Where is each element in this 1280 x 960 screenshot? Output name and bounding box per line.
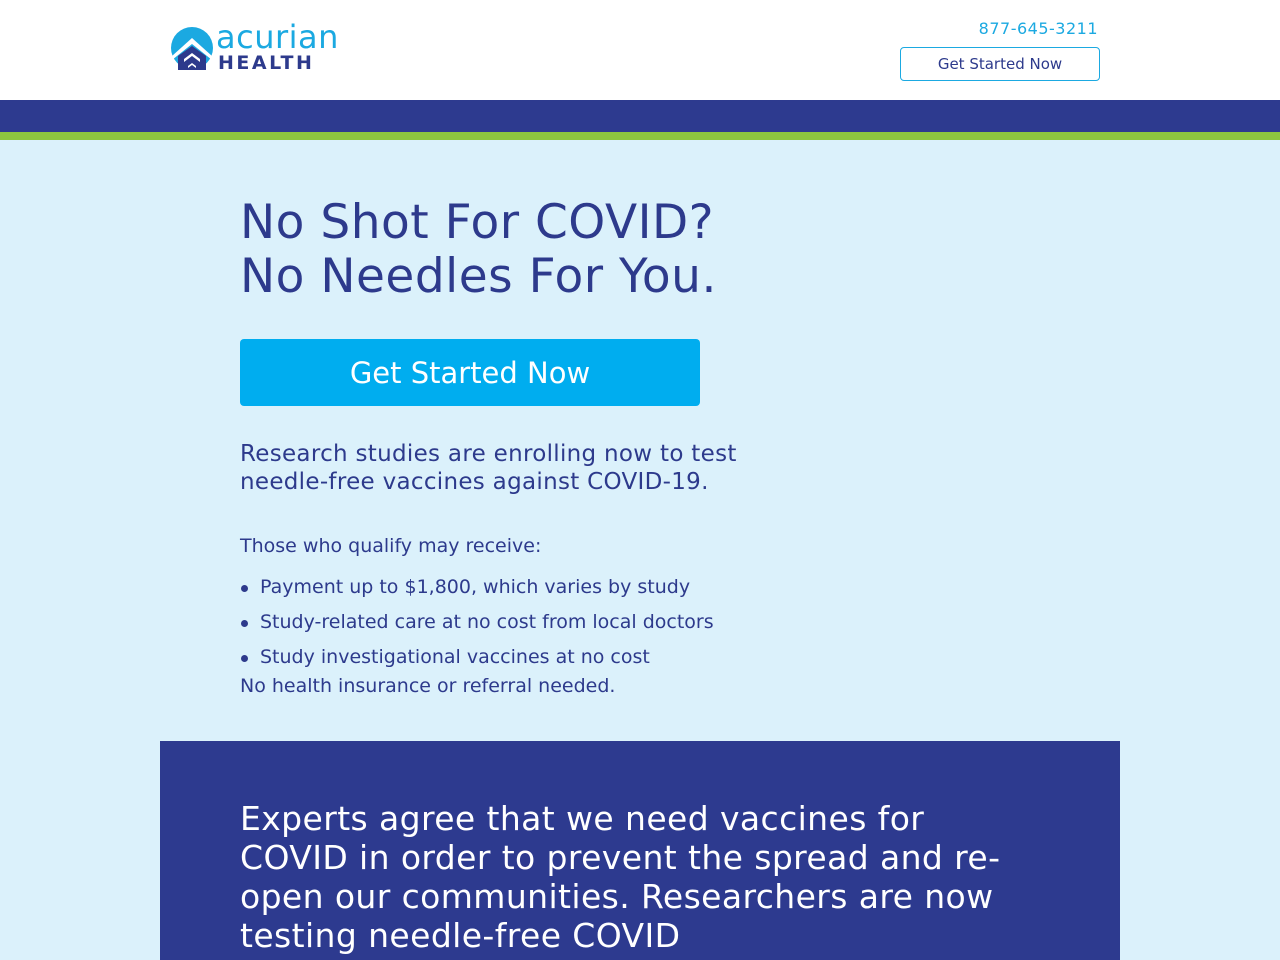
- hero-get-started-button[interactable]: Get Started Now: [240, 339, 700, 406]
- list-item: Payment up to $1,800, which varies by study: [240, 570, 714, 605]
- nav-bar-blue: [0, 100, 1280, 132]
- hero-intro-text: Research studies are enrolling now to test needle-free vaccines against COVID-19.: [240, 441, 737, 495]
- logo-health-text: HEALTH: [218, 52, 315, 74]
- hero-title-line2: No Needles For You.: [240, 249, 717, 304]
- header-get-started-button[interactable]: Get Started Now: [900, 47, 1100, 81]
- accent-bar-green: [0, 132, 1280, 140]
- list-item: Study-related care at no cost from local doctors: [240, 605, 714, 640]
- benefits-list: [240, 570, 714, 675]
- hero-title: [240, 196, 800, 304]
- experts-section: [160, 741, 1120, 960]
- list-item: Study investigational vaccines at no cost: [240, 640, 714, 675]
- logo-wordmark: acurian: [216, 18, 339, 56]
- hero-section: [240, 196, 800, 304]
- qualify-lead-text: Those who qualify may receive:: [240, 535, 542, 557]
- phone-link[interactable]: 877-645-3211: [978, 19, 1098, 38]
- no-insurance-text: No health insurance or referral needed.: [240, 675, 616, 697]
- experts-text: Experts agree that we need vaccines for COVID in order to prevent the spread and re-open our communities. Researchers are now testing needle-free COVID: [240, 799, 1001, 955]
- acurian-logo-icon: [170, 26, 214, 70]
- site-header: [0, 0, 1280, 100]
- hero-title-line1: No Shot For COVID?: [240, 195, 715, 250]
- acurian-logo[interactable]: [170, 18, 342, 74]
